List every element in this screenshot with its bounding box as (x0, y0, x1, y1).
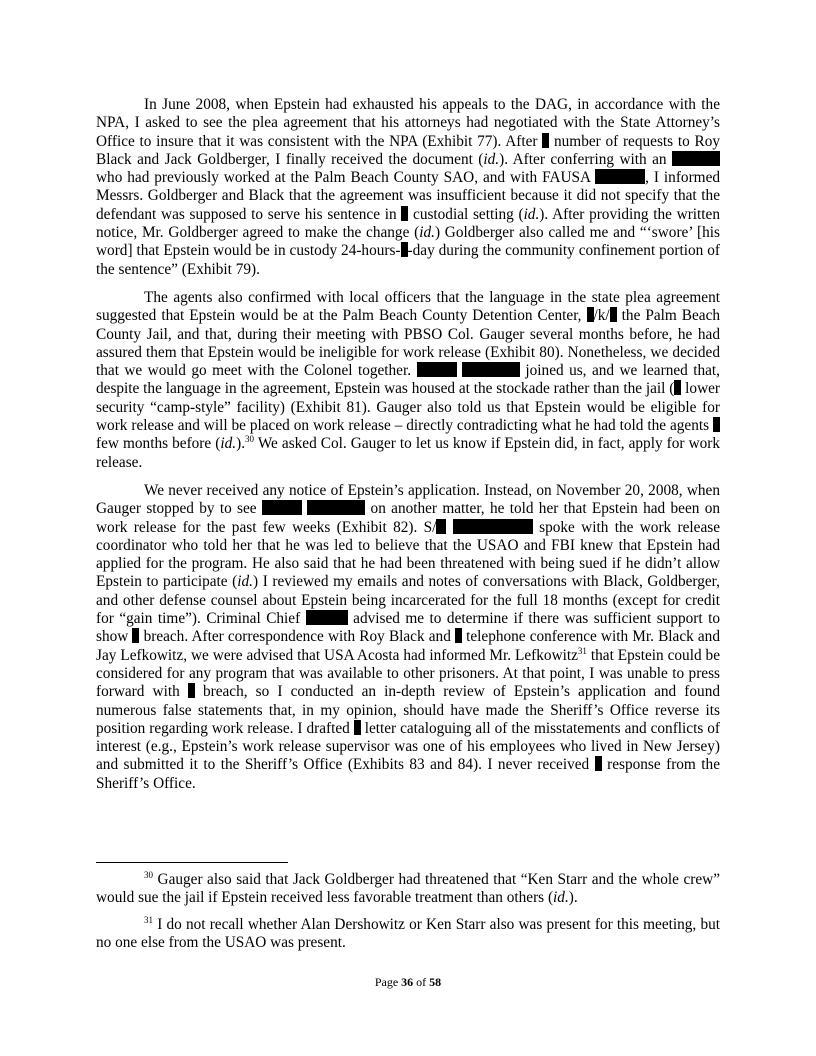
paragraph-3 (96, 482, 720, 793)
redaction (587, 307, 594, 322)
text: I do not recall whether Alan Dershowitz or Ken Starr also was present for this meeting, but no one else from the USAO was present. (96, 915, 720, 951)
text: that Epstein could be considered for any program that was available to other prisoners. At that point, I was unable to press forward with (96, 646, 720, 701)
redaction (306, 610, 348, 625)
text: advised me to determine if there was sufficient support to show (96, 610, 720, 646)
text: In June 2008, when Epstein had exhausted his appeals to the DAG, in accordance with the NPA, I asked to see the plea agreement that his attorneys had negotiated with the State Attorney’s Office to insure that it was consistent with the NPA (Exhibit 77). After (96, 96, 720, 150)
text: We never received any notice of Epstein’s application. Instead, on November 20, 2008, when Gauger stopped by to see (96, 481, 720, 518)
text: ). After providing the written notice, Mr. Goldberger agreed to make the change ( (96, 205, 720, 242)
text: lower security “camp-style” facility) (Exhibit 81). Gauger also told us that Epstein would be eligible for work release and will be placed on work release – directly contradicting what he had told the agents (96, 380, 720, 435)
text: ) I reviewed my emails and notes of conversations with Black, Goldberger, and other defense counsel about Epstein being incarcerated for the full 18 months (except for credit for “gain time”). Criminal Chief (96, 573, 720, 628)
citation: id. (553, 889, 569, 907)
page-of: of (413, 975, 430, 989)
citation: id. (523, 205, 540, 223)
text: who had previously worked at the Palm Beach County SAO, and with FAUSA (96, 169, 596, 187)
redaction (595, 169, 645, 184)
citation: id. (237, 573, 253, 591)
text: joined us, and we learned that, despite the language in the agreement, Epstein was housed at the stockade rather than the jail ( (96, 362, 720, 398)
text: number of requests to Roy Black and Jack Goldberger, I finally received the document ( (96, 132, 720, 168)
footnote-31 (96, 916, 720, 953)
footnote-ref[interactable]: 30 (245, 434, 255, 445)
paragraph-1 (96, 96, 720, 279)
paragraph-2 (96, 289, 720, 472)
footnote-separator (96, 862, 288, 863)
redaction (354, 720, 361, 735)
footnote-ref[interactable]: 31 (577, 645, 587, 656)
citation: id. (419, 224, 435, 242)
footnotes (96, 871, 720, 960)
text: Gauger also said that Jack Goldberger had threatened that “Ken Starr and the whole crew” would sue the jail if Epstein received less favorable treatment than others ( (96, 871, 720, 907)
text: We asked Col. Gauger to let us know if Epstein did, in fact, apply for work release. (96, 435, 721, 471)
text: letter cataloguing all of the misstatements and conflicts of interest (e.g., Epstein’s work release supervisor was one of his employees who lived in New Jersey) and submitted it to the Sheriff’s Office (Exhibits 83 and 84). I never received (96, 719, 720, 774)
document-body (96, 96, 720, 803)
text: , I informed Messrs. Goldberger and Black that the agreement was insufficient because it did not specify that the defendant was supposed to serve his sentence in (96, 169, 721, 223)
text: ) Goldberger also called me and “‘swore’ [his word] that Epstein would be in custody 24-hours- (96, 224, 720, 260)
text: custodial setting ( (408, 205, 524, 223)
footnote-number: 31 (144, 914, 153, 925)
redaction (610, 307, 617, 322)
redaction (307, 500, 365, 515)
redaction (417, 362, 457, 377)
redaction (436, 519, 446, 534)
page-number (0, 975, 816, 990)
redaction (262, 500, 302, 515)
page-label: Page (374, 975, 402, 989)
redaction (462, 362, 520, 377)
text: few months before ( (96, 435, 221, 453)
text: on another matter, he told her that Epstein had been on work release for the past few weeks (Exhibit 82). S/ (96, 500, 720, 536)
text: ). After conferring with an (499, 150, 672, 168)
citation: id. (220, 435, 237, 453)
redaction (453, 519, 533, 534)
text: the Palm Beach County Jail, and that, during their meeting with PBSO Col. Gauger several months before, he had assured them that Epstein would be ineligible for work release (Exhibit 80). Nonetheless, we decided that we would go meet with the Colonel together. (96, 307, 721, 380)
text: /k/ (593, 307, 610, 325)
redaction (455, 628, 462, 643)
footnote-30 (96, 871, 720, 908)
redaction (188, 683, 195, 698)
footnote-number: 30 (144, 870, 153, 880)
text: ). (568, 889, 578, 907)
text: breach, so I conducted an in-depth review of Epstein’s application and found numerous false statements that, in my opinion, should have made the Sheriff’s Office reverse its position regarding work release. I drafted (96, 683, 720, 737)
citation: id. (483, 150, 500, 168)
redaction (713, 417, 720, 432)
text: telephone conference with Mr. Black and Jay Lefkowitz, we were advised that USA Acosta had informed Mr. Lefkowitz (96, 628, 720, 664)
text: breach. After correspondence with Roy Black and (139, 628, 455, 646)
text: spoke with the work release coordinator who told her that he was led to believe that the USAO and FBI knew that Epstein had applied for the program. He also said that he had been threatened with being sued if he didn’t allow Epstein to participate ( (96, 518, 720, 591)
redaction (401, 242, 408, 257)
text: response from the Sheriff’s Office. (96, 756, 720, 792)
current-page: 36 (401, 975, 414, 989)
text: ). (236, 435, 246, 453)
text: The agents also confirmed with local officers that the language in the state plea agreement suggested that Epstein would be at the Palm Beach County Detention Center, (96, 288, 720, 325)
redaction (595, 756, 602, 771)
total-pages: 58 (429, 975, 442, 989)
redaction (672, 151, 720, 166)
text: -day during the community confinement portion of the sentence” (Exhibit 79). (96, 242, 720, 278)
